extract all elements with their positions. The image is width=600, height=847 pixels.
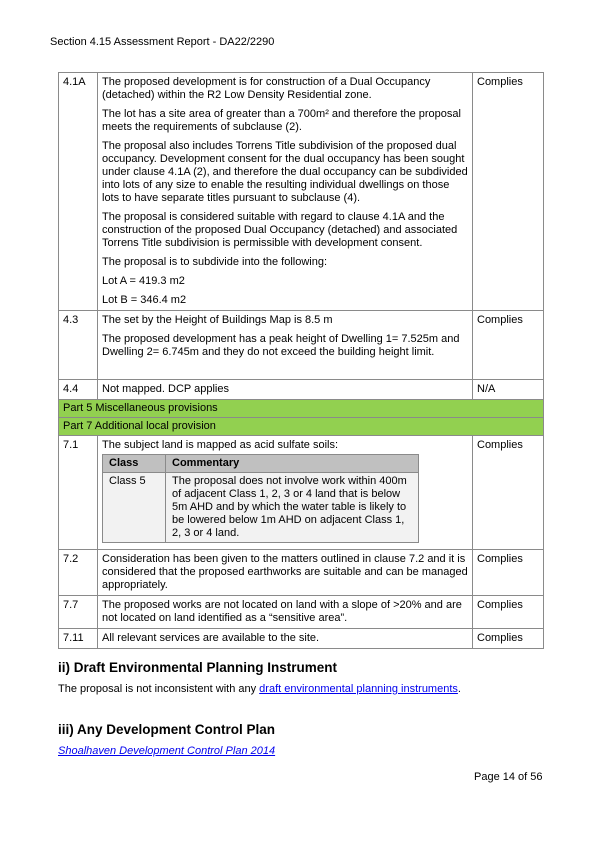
section-heading-dcp: iii) Any Development Control Plan — [58, 722, 276, 737]
lep-compliance-table — [58, 72, 544, 649]
clause-content: The proposed works are not located on land with a slope of >20% and are not located on land identified as a “sensitive area”. — [98, 596, 473, 629]
class-value: Class 5 — [103, 473, 166, 543]
column-header-commentary: Commentary — [166, 455, 419, 473]
section-heading-draft-epi: ii) Draft Environmental Planning Instrument — [58, 660, 338, 675]
paragraph: The lot has a site area of greater than a 700m² and therefore the proposal meets the requirements of subclause (2). — [102, 108, 461, 133]
compliance-status: Complies — [473, 73, 544, 311]
commentary-value: The proposal does not involve work within 400m of adjacent Class 1, 2, 3 or 4 land that is below 5m AHD and by which the water table is likely to be lowered below 1m AHD on adjacent Class 1, 2, 3 or 4 land. — [166, 473, 419, 543]
paragraph: The proposal also includes Torrens Title subdivision of the proposed dual occupancy. Development consent for the dual occupancy has been sought under clause 4.1A (2), and therefore the dual occupancy can be subdivided into lots of any size to enable the resulting individual dwellings on those lots to have separate titles pursuant to subclause (4). — [102, 140, 468, 204]
table-row — [59, 436, 544, 550]
clause-number: 7.1 — [59, 436, 98, 550]
table-row — [59, 596, 544, 629]
part-heading-row — [59, 418, 544, 436]
column-header-class: Class — [103, 455, 166, 473]
paragraph: The subject land is mapped as acid sulfate soils: — [102, 439, 339, 451]
clause-content: Consideration has been given to the matters outlined in clause 7.2 and it is considered that the proposed earthworks are suitable and can be managed appropriately. — [98, 550, 473, 596]
compliance-status: Complies — [473, 596, 544, 629]
paragraph: The set by the Height of Buildings Map is 8.5 m — [102, 314, 333, 326]
paragraph: The proposal is to subdivide into the following: — [102, 256, 328, 268]
table-row — [59, 550, 544, 596]
inner-table-row — [103, 473, 419, 543]
paragraph-text: . — [457, 683, 461, 695]
clause-number: 7.11 — [59, 629, 98, 649]
paragraph: Lot A = 419.3 m2 — [102, 275, 185, 287]
paragraph: The proposal is considered suitable with regard to clause 4.1A and the construction of the proposed Dual Occupancy (detached) and associated Torrens Title subdivision is permissible with development consent. — [102, 211, 458, 249]
draft-epi-link[interactable]: draft environmental planning instruments — [259, 683, 458, 695]
paragraph: Lot B = 346.4 m2 — [102, 294, 187, 306]
compliance-status: Complies — [473, 550, 544, 596]
table-row — [59, 311, 544, 380]
part-heading-row — [59, 400, 544, 418]
section-paragraph — [58, 683, 461, 695]
page-number: Page 14 of 56 — [474, 771, 543, 783]
inner-table-header — [103, 455, 419, 473]
clause-number: 7.2 — [59, 550, 98, 596]
part-heading: Part 5 Miscellaneous provisions — [59, 400, 544, 418]
table-row — [59, 380, 544, 400]
clause-number: 7.7 — [59, 596, 98, 629]
paragraph: The proposed development has a peak height of Dwelling 1= 7.525m and Dwelling 2= 6.745m and they do not exceed the building height limit. — [102, 333, 460, 358]
clause-content — [98, 311, 473, 380]
part-heading: Part 7 Additional local provision — [59, 418, 544, 436]
paragraph-text: The proposal is not inconsistent with any — [58, 683, 260, 695]
acid-sulfate-table — [102, 454, 419, 543]
clause-content — [98, 436, 473, 550]
clause-content — [98, 380, 473, 400]
shoalhaven-dcp-link[interactable]: Shoalhaven Development Control Plan 2014 — [58, 745, 276, 757]
compliance-status: Complies — [473, 311, 544, 380]
compliance-status: N/A — [473, 380, 544, 400]
compliance-status: Complies — [473, 629, 544, 649]
paragraph: The proposed development is for construction of a Dual Occupancy (detached) within the R2 Low Density Residential zone. — [102, 76, 431, 101]
compliance-status: Complies — [473, 436, 544, 550]
clause-number: 4.3 — [59, 311, 98, 380]
paragraph: Not mapped. DCP applies — [102, 383, 229, 395]
document-header: Section 4.15 Assessment Report - DA22/2290 — [50, 36, 275, 48]
section-paragraph — [58, 745, 275, 757]
clause-number: 4.1A — [59, 73, 98, 311]
clause-content: All relevant services are available to the site. — [98, 629, 473, 649]
clause-number: 4.4 — [59, 380, 98, 400]
table-row — [59, 629, 544, 649]
table-row — [59, 73, 544, 311]
clause-content — [98, 73, 473, 311]
